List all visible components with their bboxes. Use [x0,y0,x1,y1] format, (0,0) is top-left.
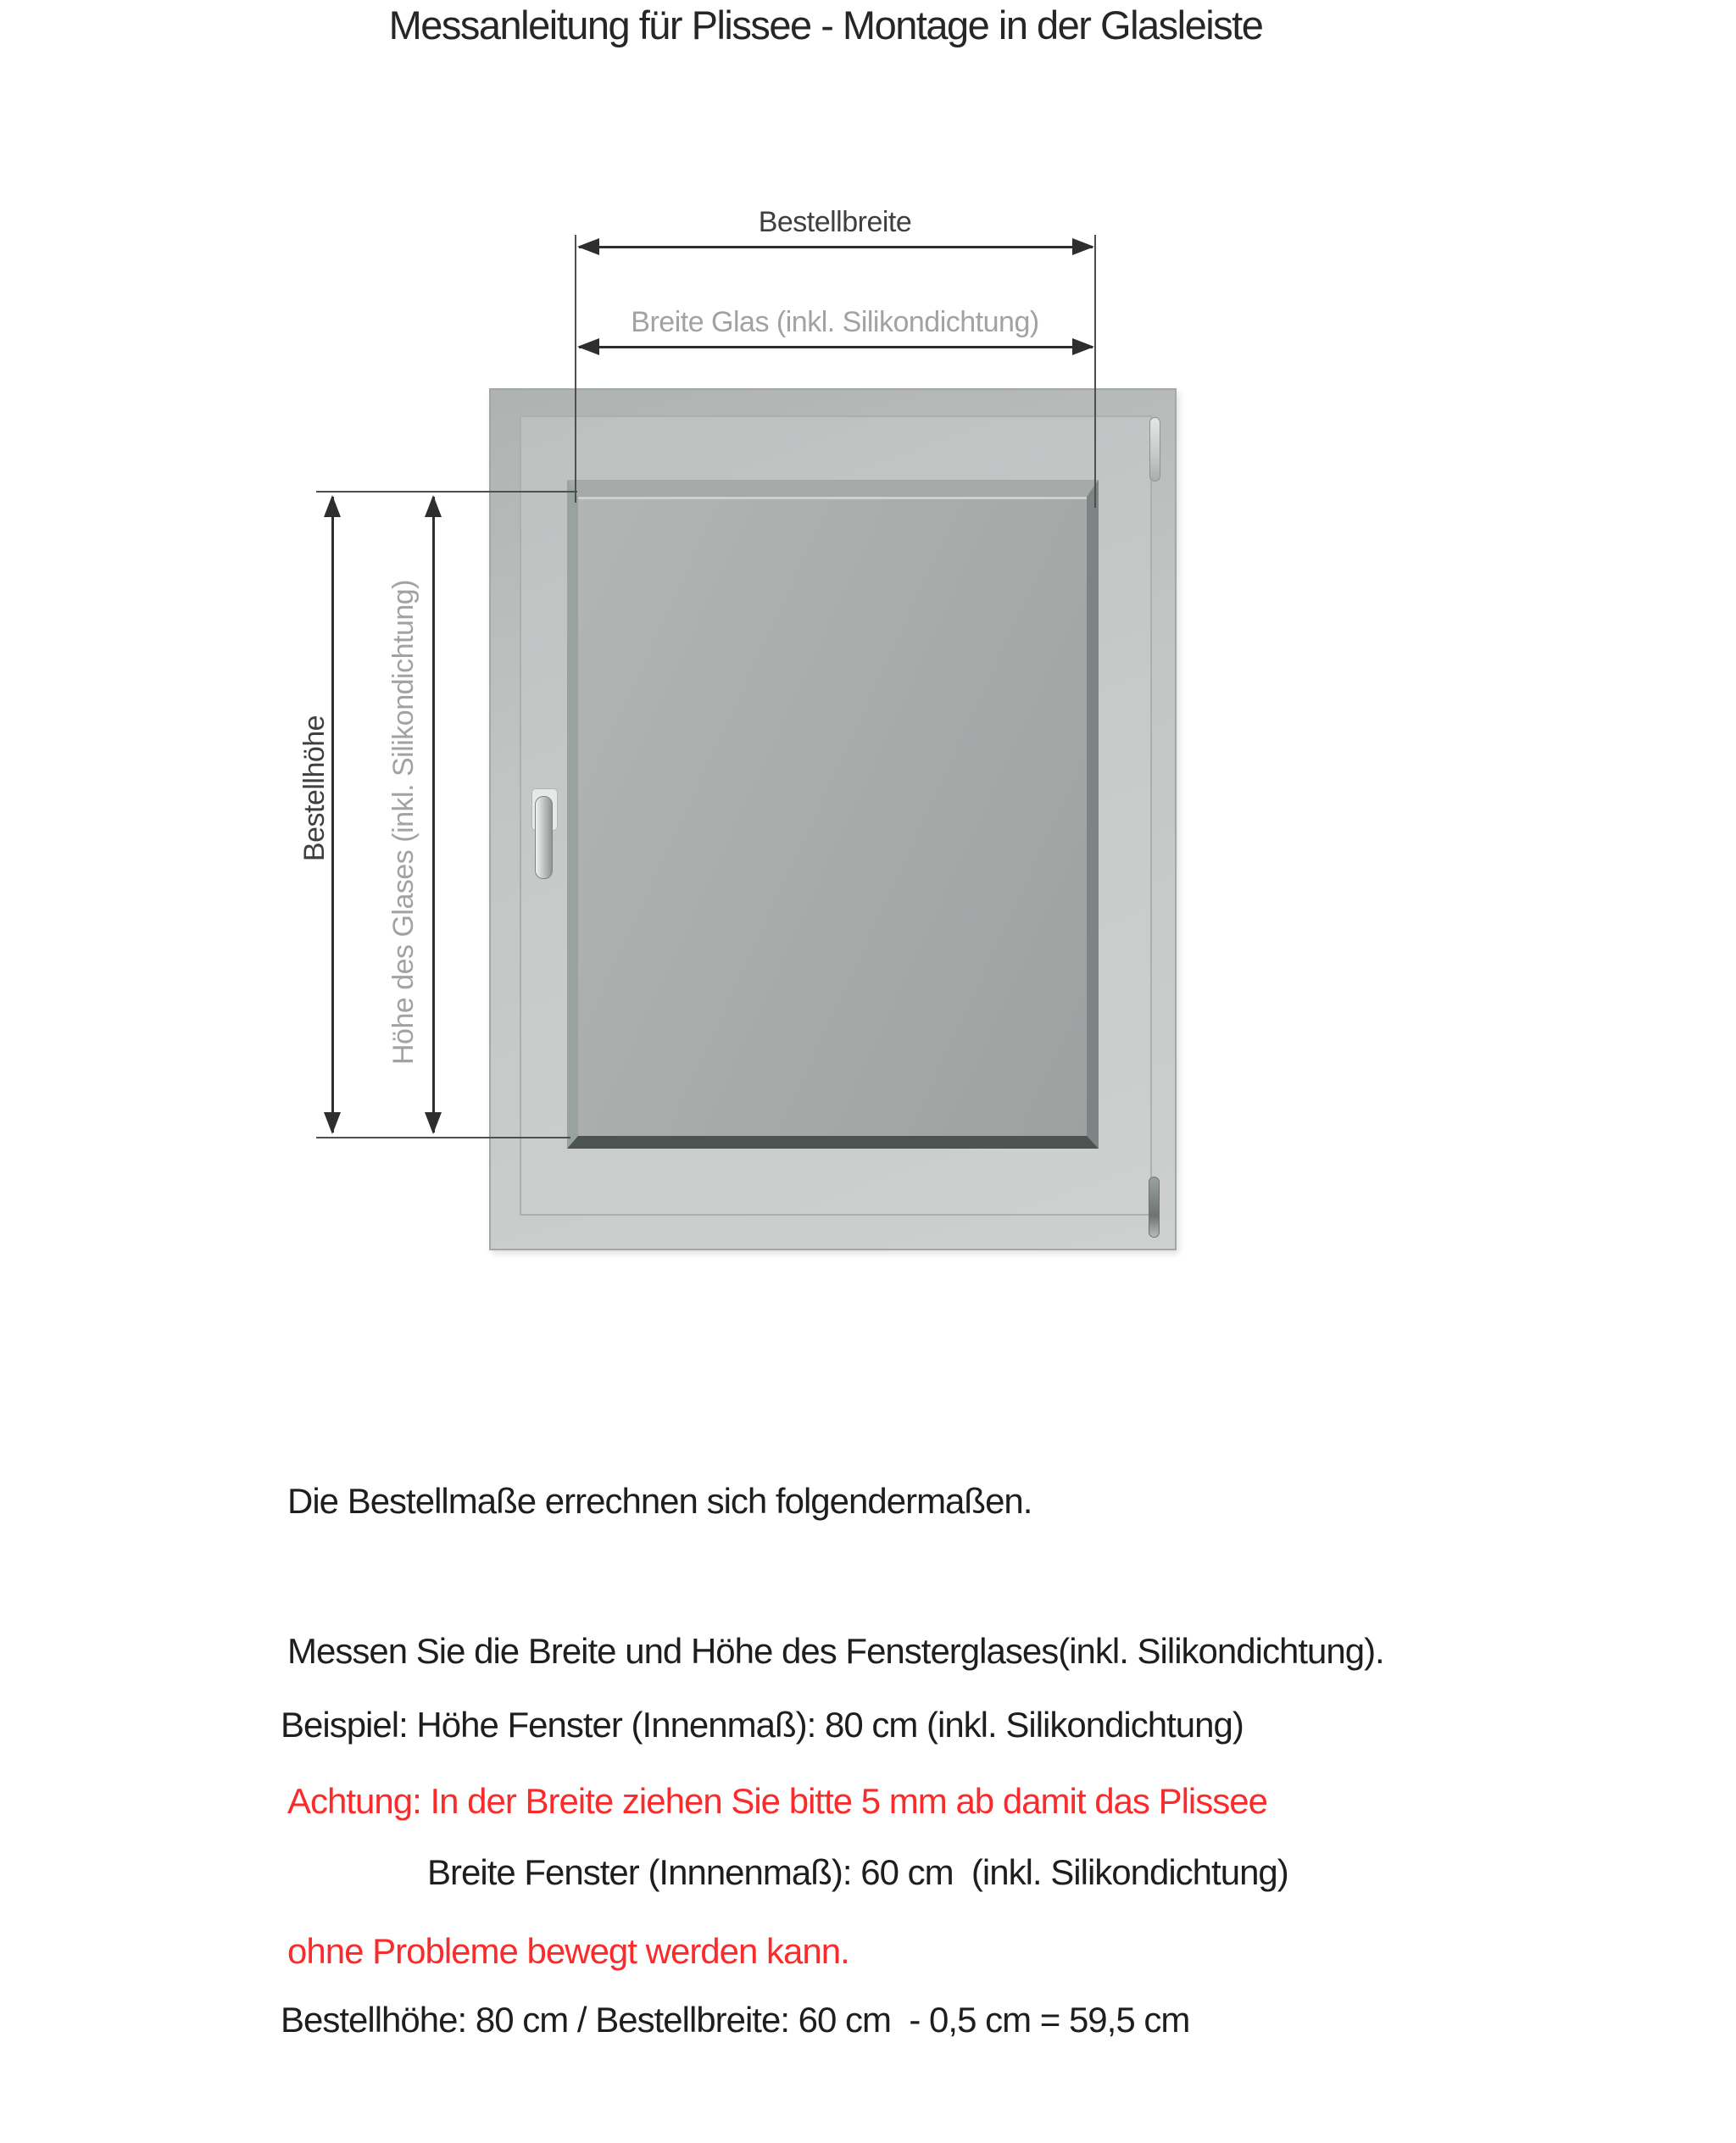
arrowhead-up-icon [425,495,442,517]
instruction-line: Messen Sie die Breite und Höhe des Fensterglases(inkl. Silikondichtung). [287,1631,1384,1671]
order-width-dimension-arrow [579,246,1093,248]
order-height-dimension-arrow [331,497,334,1133]
arrowhead-down-icon [425,1112,442,1134]
example-line: Bestellhöhe: 80 cm / Bestellbreite: 60 cm - 0,5 cm = 59,5 cm [281,2000,1190,2040]
window-handle [535,796,553,879]
instruction-line: Die Bestellmaße errechnen sich folgendermaßen. [287,1481,1032,1521]
example-line: Breite Fenster (Innnenmaß): 60 cm (inkl. Silikondichtung) [427,1852,1288,1892]
glass-height-label: Höhe des Glases (inkl. Silikondichtung) [387,580,420,1066]
window-hinge-top [1149,417,1160,481]
arrowhead-down-icon [324,1112,341,1134]
extension-line-height-bottom [316,1137,570,1138]
page-title: Messanleitung für Plissee - Montage in der Glasleiste [388,3,1263,47]
glass-height-dimension-arrow [432,497,435,1133]
arrowhead-up-icon [324,495,341,517]
extension-line-width-left [575,235,576,503]
glass-width-dimension-arrow [579,346,1093,348]
arrowhead-right-icon [1072,338,1094,355]
extension-line-width-right [1094,235,1096,508]
window-hinge-bottom [1149,1177,1160,1238]
example-line: Beispiel: Höhe Fenster (Innenmaß): 80 cm (inkl. Silikondichtung) [281,1705,1244,1745]
window-glass [578,497,1087,1136]
arrowhead-left-icon [577,338,599,355]
order-width-label: Bestellbreite [758,206,912,238]
order-height-label: Bestellhöhe [298,715,331,862]
arrowhead-right-icon [1072,238,1094,255]
arrowhead-left-icon [577,238,599,255]
warning-line: Achtung: In der Breite ziehen Sie bitte 5 mm ab damit das Plissee [287,1781,1267,1821]
warning-line: ohne Probleme bewegt werden kann. [287,1931,849,1971]
glass-width-label: Breite Glas (inkl. Silikondichtung) [631,306,1039,338]
example-text-block [281,1602,1288,2143]
extension-line-height-top [316,491,577,493]
